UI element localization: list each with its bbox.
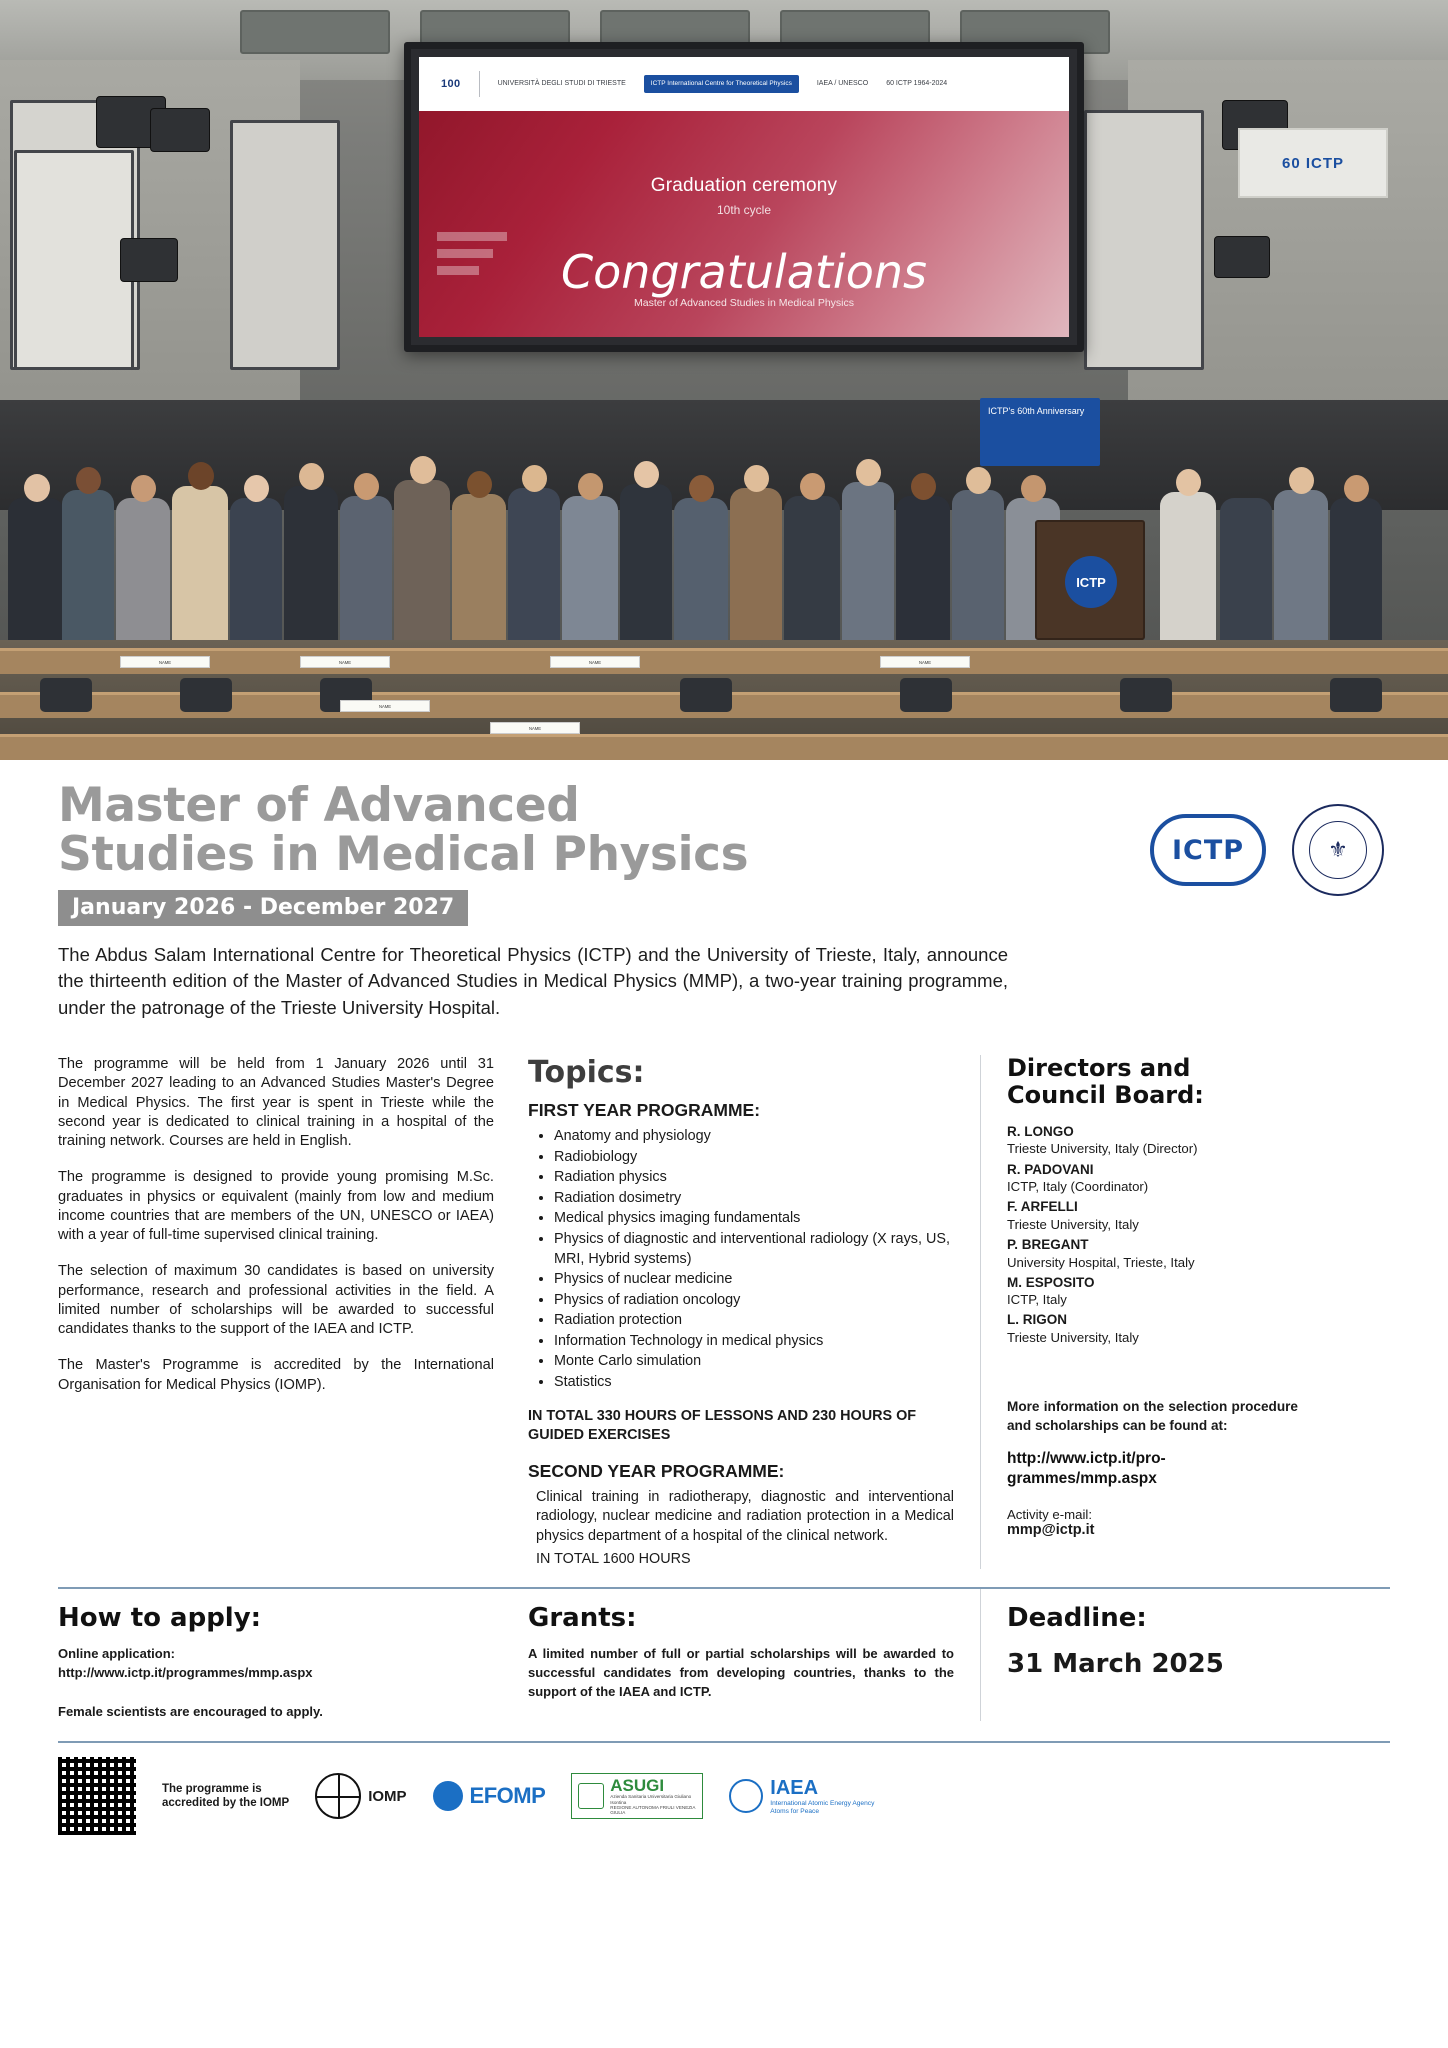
left-paragraph-4: The Master's Programme is accredited by the International Organisation for Medical Physics (IOMP). — [58, 1357, 494, 1393]
asugi-subtitle: Azienda Sanitaria Universitaria Giuliano Isontina — [610, 1794, 692, 1805]
slide-title: Graduation ceremony — [650, 175, 838, 196]
grants-block — [528, 1589, 980, 1722]
slide-logo-iaea: IAEA / UNESCO — [816, 79, 869, 87]
iomp-mark: IOMP — [368, 1787, 407, 1805]
efomp-icon — [433, 1781, 463, 1811]
speaker — [1214, 236, 1270, 278]
intro-paragraph: The Abdus Salam International Centre for Theoretical Physics (ICTP) and the University of Trieste, Italy, announce the thirteenth edition of the Master of Advanced Studies in Medical Physics (MMP), a two-year training programme, under the patronage of the Trieste University Hospital. — [58, 943, 1008, 1018]
ictp-logo: ICTP — [1150, 814, 1266, 886]
poster-body — [0, 760, 1448, 1721]
iaea-logo — [729, 1777, 874, 1816]
left-paragraph-1: The programme will be held from 1 January 2026 until 31 December 2027 leading to an Advanced Studies Master's Degree in Medical Physics. The first year is spent in Trieste while the second year is dedicated to clinical training in a hospital of the training network. Courses are held in English. — [58, 1056, 494, 1150]
anniversary-wall-sign: 60 ICTP — [1238, 128, 1388, 198]
efomp-label: EFOMP — [469, 1783, 546, 1809]
director-affiliation: Trieste University, Italy — [1007, 1329, 1139, 1345]
director-name: P. BREGANT — [1007, 1236, 1089, 1252]
divider — [479, 71, 480, 97]
left-paragraph-3: The selection of maximum 30 candidates is based on university performance, research and professional activities in the field. A limited number of scholarships will be awarded to successful candidates thanks to the support of the IAEA and ICTP. — [58, 1263, 494, 1338]
programme-url[interactable]: http://www.ictp.it/pro-grammes/mmp.aspx — [1007, 1450, 1166, 1488]
iomp-logo — [315, 1773, 406, 1819]
director-affiliation: Trieste University, Italy — [1007, 1216, 1139, 1232]
deadline-heading: Deadline: — [1007, 1602, 1147, 1633]
slide-footer: Master of Advanced Studies in Medical Physics — [633, 297, 855, 309]
acoustic-panel — [14, 150, 134, 370]
page-title — [58, 778, 749, 882]
efomp-logo — [433, 1781, 546, 1811]
title-row — [58, 760, 1390, 926]
anniversary-banner: ICTP's 60th Anniversary — [980, 398, 1100, 466]
list-item: • Radiation protection — [554, 1311, 954, 1331]
slide-subtitle: 10th cycle — [716, 203, 772, 217]
page-title-line1: Master of Advanced — [58, 778, 580, 833]
qr-code[interactable] — [58, 1757, 136, 1835]
slide-logo-university: UNIVERSITÀ DEGLI STUDI DI TRIESTE — [497, 79, 626, 87]
grants-text: A limited number of full or partial scholarships will be awarded to successful candidates from developing countries, thanks to the support of the IAEA and ICTP. — [528, 1645, 954, 1699]
directors-list — [1007, 1123, 1298, 1346]
title-block — [58, 778, 749, 926]
list-item: • Statistics — [554, 1373, 954, 1393]
slide-logo-60: 60 ICTP 1964-2024 — [886, 79, 948, 87]
director-name: L. RIGON — [1007, 1312, 1067, 1328]
list-item: • Monte Carlo simulation — [554, 1352, 954, 1372]
apply-url[interactable]: http://www.ictp.it/programmes/mmp.aspx — [58, 1664, 313, 1680]
logo-group — [1150, 782, 1390, 896]
more-information-note: More information on the selection procedure and scholarships can be found at: — [1007, 1399, 1298, 1433]
director-name: R. PADOVANI — [1007, 1161, 1094, 1177]
director-affiliation: ICTP, Italy — [1007, 1292, 1067, 1308]
list-item: • Information Technology in medical physics — [554, 1332, 954, 1352]
slide-congratulations: Congratulations — [561, 245, 927, 299]
podium-logo: ICTP — [1065, 556, 1117, 608]
activity-email[interactable]: mmp@ictp.it — [1007, 1522, 1095, 1539]
deadline-block — [980, 1589, 1298, 1722]
podium — [1035, 520, 1145, 640]
apply-line-1: Online application: — [58, 1645, 176, 1661]
director-affiliation: Trieste University, Italy (Director) — [1007, 1141, 1198, 1157]
director-name: F. ARFELLI — [1007, 1199, 1078, 1215]
list-item: • Physics of diagnostic and interventional radiology (X rays, US, MRI, Hybrid systems) — [554, 1230, 954, 1269]
director-affiliation: University Hospital, Trieste, Italy — [1007, 1254, 1195, 1270]
lecture-hall-seats: NAME NAME NAME NAME NAME NAME — [0, 640, 1448, 760]
directors-heading-line2: Council Board: — [1007, 1080, 1204, 1109]
how-to-apply-block — [58, 1589, 528, 1722]
left-paragraph-2: The programme is designed to provide young promising M.Sc. graduates in physics or equivalent (mainly from low and medium income countries that are members of the UN, UNESCO or IAEA) with a year of full-time supervised clinical training. — [58, 1169, 494, 1244]
topics-column — [528, 1055, 980, 1569]
grants-heading: Grants: — [528, 1602, 637, 1633]
female-scientists-note: Female scientists are encouraged to apply. — [58, 1703, 323, 1719]
how-to-apply-heading: How to apply: — [58, 1602, 262, 1633]
list-item: • Physics of radiation oncology — [554, 1291, 954, 1311]
topics-heading: Topics: — [528, 1055, 645, 1091]
speaker — [150, 108, 210, 152]
iomp-line-1: The programme is — [162, 1783, 262, 1795]
slide-logo-100: 100 — [441, 78, 461, 90]
date-range-badge: January 2026 - December 2027 — [58, 890, 468, 926]
list-item: • Physics of nuclear medicine — [554, 1270, 954, 1290]
iomp-accreditation-text — [162, 1782, 289, 1811]
globe-icon — [315, 1773, 361, 1819]
director-name: M. ESPOSITO — [1007, 1274, 1095, 1290]
iaea-label: IAEA — [770, 1776, 819, 1799]
page-title-line2: Studies in Medical Physics — [58, 826, 749, 882]
slide-header — [419, 57, 1069, 111]
university-crest-icon: ⚜ — [1309, 821, 1367, 879]
iaea-subtitle: International Atomic Energy Agency — [770, 1799, 875, 1807]
activity-email-label: Activity e-mail: — [1007, 1507, 1092, 1523]
asugi-logo — [571, 1773, 703, 1819]
header-photo — [0, 0, 1448, 760]
iaea-tagline: Atoms for Peace — [770, 1807, 820, 1815]
first-year-total-hours: IN TOTAL 330 HOURS OF LESSONS AND 230 HOURS OF GUIDED EXERCISES — [528, 1407, 917, 1443]
deadline-date: 31 March 2025 — [1007, 1648, 1224, 1679]
acoustic-panel — [1084, 110, 1204, 370]
director-name: R. LONGO — [1007, 1123, 1074, 1139]
director-affiliation: ICTP, Italy (Coordinator) — [1007, 1179, 1149, 1195]
iaea-icon — [729, 1779, 763, 1813]
iomp-line-2: accredited by the IOMP — [162, 1797, 290, 1810]
list-item: • Radiobiology — [554, 1148, 954, 1168]
presentation-slide — [419, 57, 1069, 337]
acoustic-panel — [230, 120, 340, 370]
directors-column — [980, 1055, 1298, 1569]
second-year-total-hours: IN TOTAL 1600 HOURS — [536, 1550, 691, 1567]
first-year-heading: FIRST YEAR PROGRAMME: — [528, 1100, 761, 1121]
second-year-body: Clinical training in radiotherapy, diagnostic and interventional radiology, nuclear medicine and radiation protection in a Medical physics department of a hospital of the clinical network. — [536, 1489, 954, 1544]
three-column-area — [58, 1055, 1390, 1569]
speaker — [120, 238, 178, 282]
slide-logo-ictp: ICTP International Centre for Theoretical Physics — [644, 75, 799, 93]
list-item: • Anatomy and physiology — [554, 1127, 954, 1147]
list-item: • Medical physics imaging fundamentals — [554, 1209, 954, 1229]
asugi-region: REGIONE AUTONOMA FRIULI VENEZIA GIULIA — [610, 1804, 696, 1816]
projection-screen — [404, 42, 1084, 352]
ceiling-panel — [240, 10, 390, 54]
topics-list — [532, 1127, 954, 1393]
left-column — [58, 1055, 528, 1569]
list-item: • Radiation physics — [554, 1168, 954, 1188]
asugi-icon — [578, 1783, 604, 1809]
footer-logos — [0, 1743, 1448, 1835]
list-item: • Radiation dosimetry — [554, 1189, 954, 1209]
asugi-label: ASUGI — [610, 1776, 665, 1796]
directors-heading-line1: Directors and — [1007, 1054, 1191, 1083]
bottom-row — [58, 1589, 1390, 1722]
second-year-heading: SECOND YEAR PROGRAMME: — [528, 1461, 785, 1482]
directors-heading — [1007, 1055, 1298, 1109]
graduates-group — [0, 438, 1448, 648]
university-of-trieste-logo — [1292, 804, 1384, 896]
